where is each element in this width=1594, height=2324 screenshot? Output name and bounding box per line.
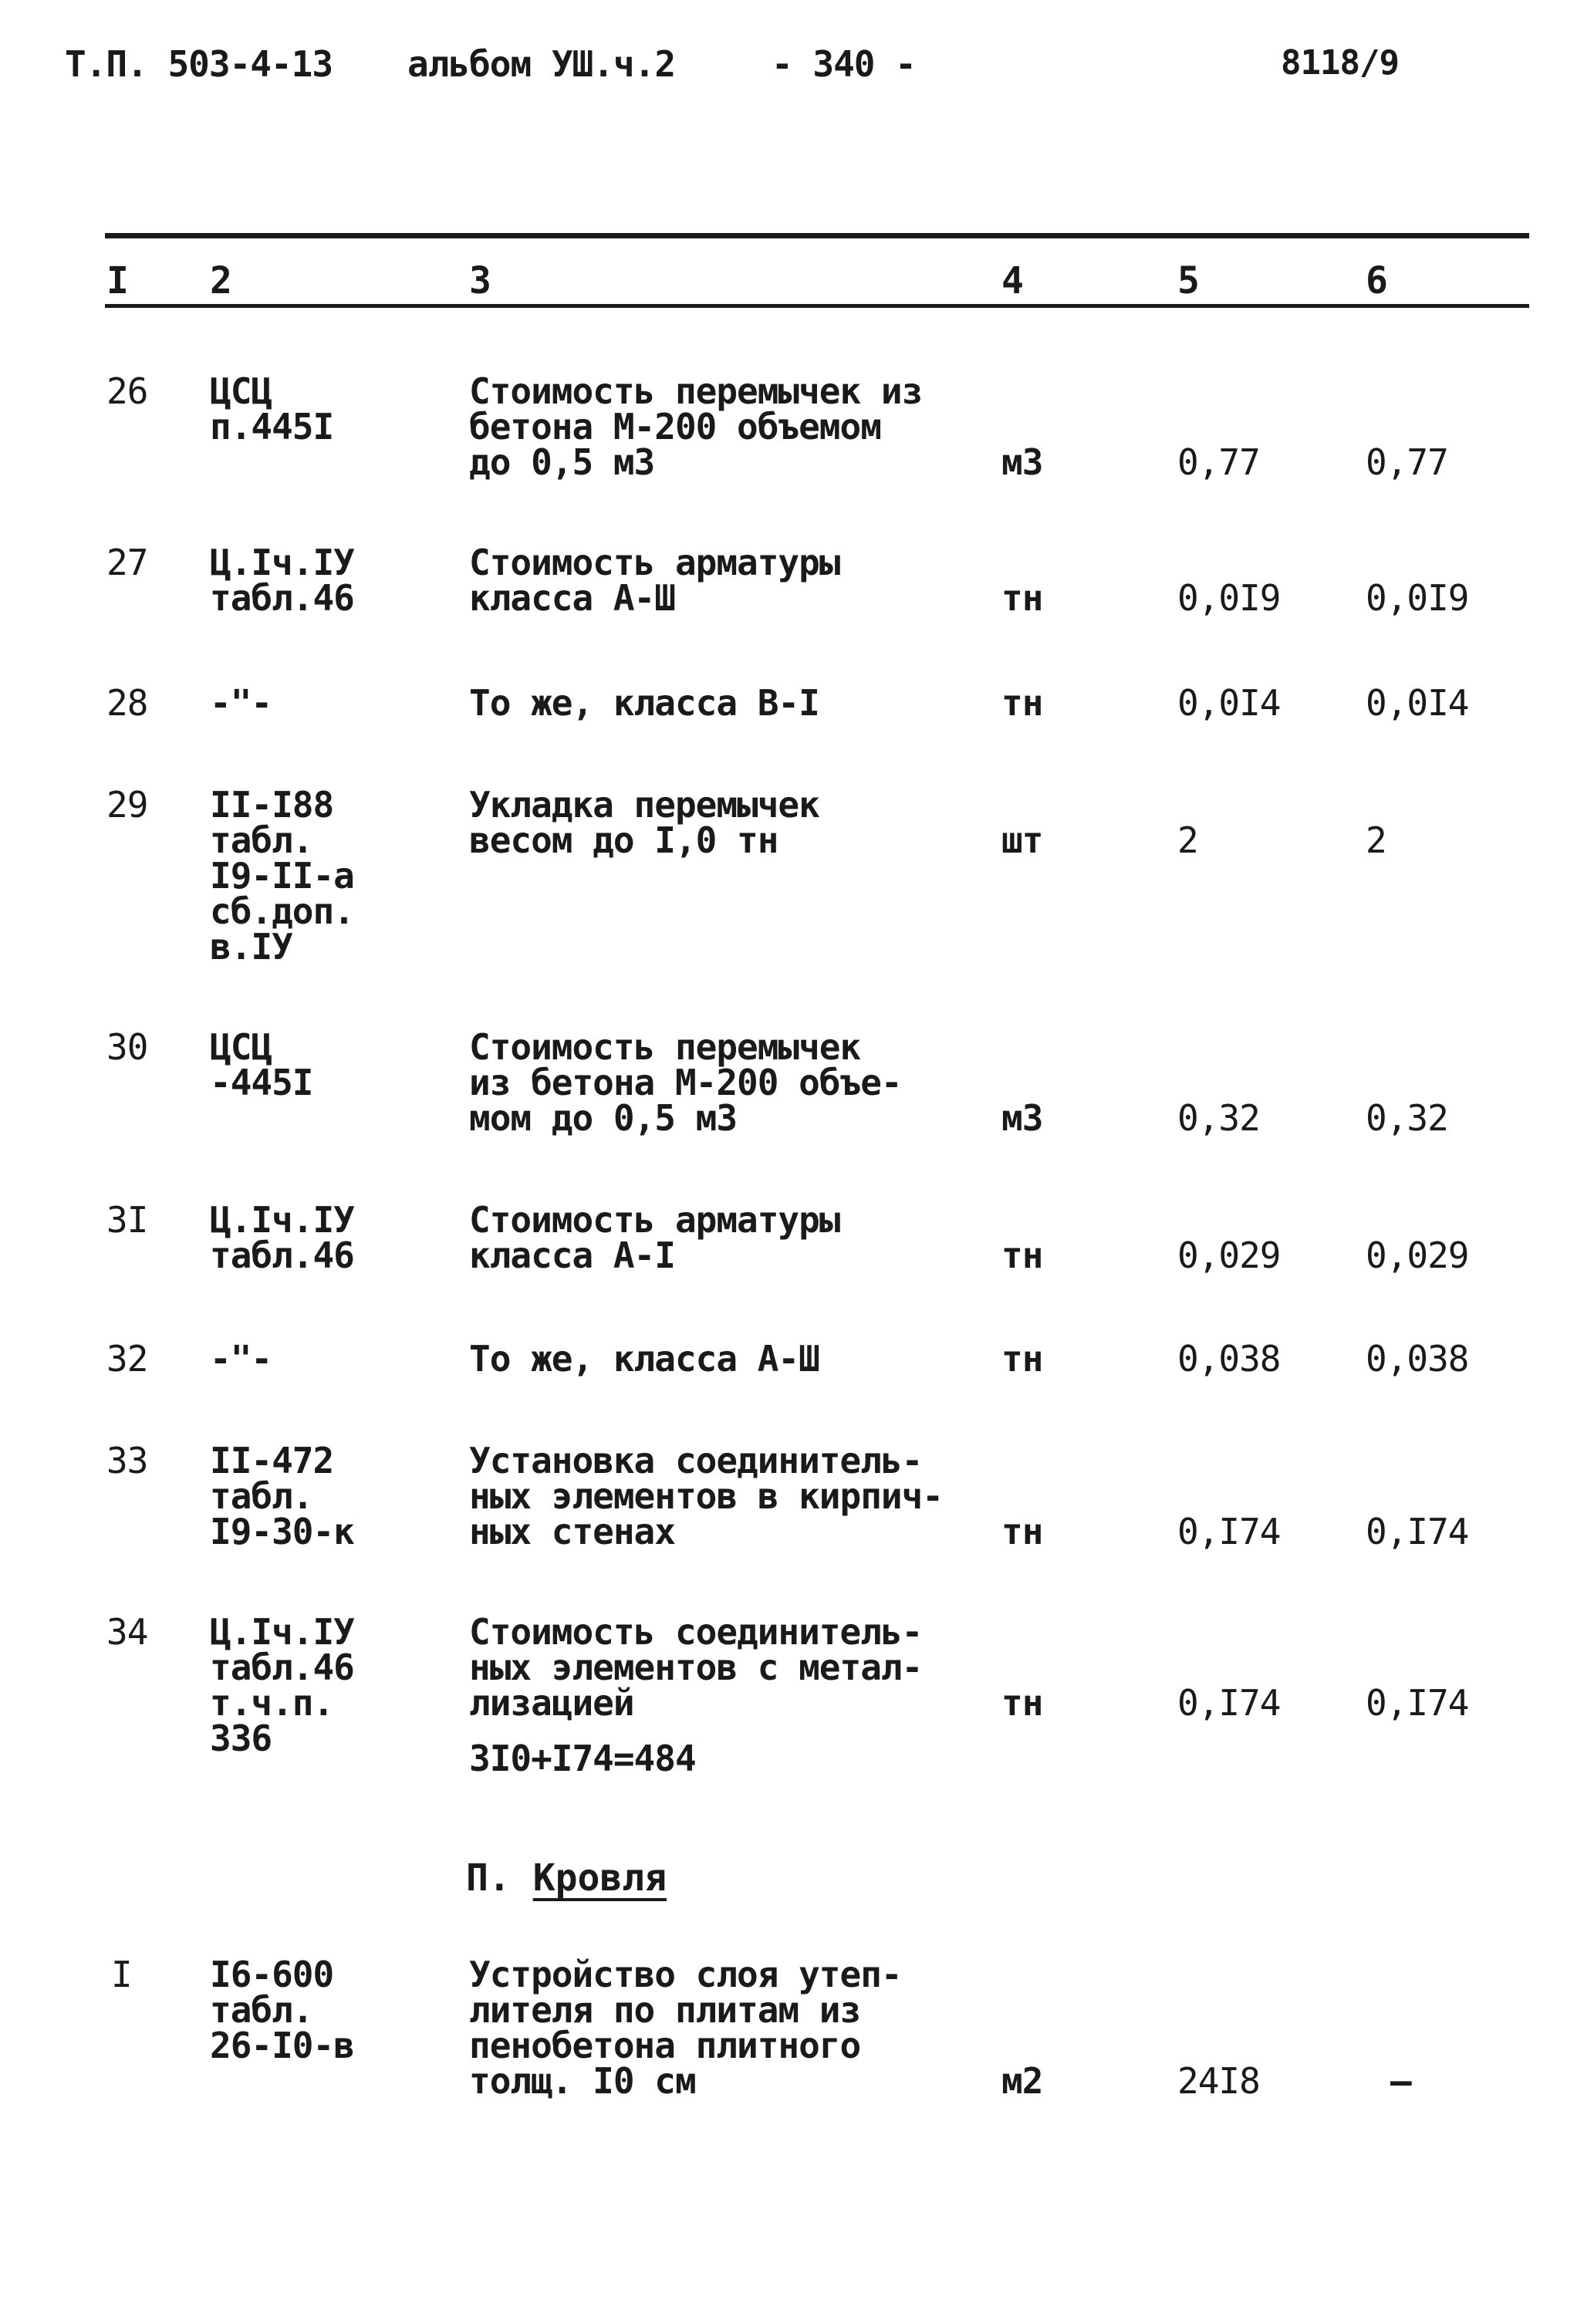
row-description: Стоимость перемычек из бетона М-200 объемом до 0,5 м3 [469,370,923,483]
row-reference: ЦСЦ п.445I [210,370,334,448]
row-total: 0,32 [1366,1097,1448,1139]
row-reference: ЦСЦ -445I [210,1026,313,1103]
row-unit: шт [1001,819,1043,861]
row-number: 33 [106,1440,148,1481]
document-number: 8118/9 [1281,43,1399,83]
row-reference: Ц.Iч.IУ табл.46 [210,542,354,619]
document-code: Т.П. 503-4-13 [65,43,333,85]
row-quantity: 0,I74 [1177,1682,1281,1724]
row-description: Стоимость соединитель- ных элементов с метал- лизацией [469,1611,923,1724]
row-quantity: 0,038 [1177,1338,1281,1380]
column-header-rule [105,304,1529,308]
row-number: 28 [106,682,148,724]
row-description: Стоимость перемычек из бетона М-200 объе- мом до 0,5 м3 [469,1026,902,1139]
subtotal-formula: 3I0+I74=484 [469,1738,696,1779]
section-title: Кровля [532,1856,667,1900]
row-quantity: 2 [1177,819,1198,861]
row-total: 0,038 [1366,1338,1469,1380]
column-header-3: 3 [469,259,491,302]
column-header-2: 2 [210,259,232,302]
row-reference: II-472 табл. I9-30-к [210,1440,354,1552]
row-number: 34 [106,1611,148,1653]
row-number: I [111,1954,132,1995]
row-quantity: 24I8 [1177,2060,1260,2102]
row-reference: -"- [210,682,272,724]
row-total: 0,I74 [1366,1511,1469,1552]
row-description: Установка соединитель- ных элементов в кирпич- ных стенах [469,1440,943,1552]
row-unit: тн [1001,1682,1043,1724]
album-reference: альбом УШ.ч.2 [407,43,676,85]
row-reference: I6-600 табл. 26-I0-в [210,1954,354,2066]
column-header-1: I [106,259,129,302]
row-total: 0,77 [1366,441,1448,483]
row-quantity: 0,32 [1177,1097,1260,1139]
row-description: То же, класса В-I [469,682,819,724]
row-unit: м3 [1001,1097,1043,1139]
row-description: Укладка перемычек весом до I,0 тн [469,784,819,861]
row-total: 0,029 [1366,1235,1469,1276]
row-quantity: 0,0I9 [1177,577,1281,619]
row-description: То же, класса А-Ш [469,1338,819,1380]
row-reference: II-I88 табл. I9-II-а сб.доп. в.IУ [210,784,354,968]
row-number: 32 [106,1338,148,1380]
row-unit: тн [1001,1511,1043,1552]
row-description: Стоимость арматуры класса А-I [469,1199,840,1276]
row-unit: тн [1001,682,1043,724]
row-unit: м2 [1001,2060,1043,2102]
row-total: 0,0I9 [1366,577,1469,619]
row-reference: Ц.Iч.IУ табл.46 [210,1199,354,1276]
row-total: 0,I74 [1366,1682,1469,1724]
row-number: 29 [106,784,148,826]
row-number: 30 [106,1026,148,1068]
row-number: 27 [106,542,148,583]
row-reference: Ц.Iч.IУ табл.46 т.ч.п. 336 [210,1611,354,1759]
row-quantity: 0,I74 [1177,1511,1281,1552]
row-unit: тн [1001,1338,1043,1380]
row-quantity: 0,0I4 [1177,682,1281,724]
row-total: – [1390,2060,1411,2102]
column-header-4: 4 [1001,259,1024,302]
page-number: - 340 - [772,43,916,85]
row-reference: -"- [210,1338,272,1380]
section-prefix: П. [466,1856,511,1900]
row-number: 26 [106,370,148,412]
row-description: Устройство слоя утеп- лителя по плитам из пенобетона плитного толщ. I0 см [469,1954,902,2102]
row-description: Стоимость арматуры класса А-Ш [469,542,840,619]
column-header-6: 6 [1366,259,1388,302]
section-heading [466,1856,667,1900]
row-quantity: 0,029 [1177,1235,1281,1276]
row-unit: тн [1001,577,1043,619]
table-top-rule [105,233,1529,238]
row-unit: тн [1001,1235,1043,1276]
row-number: 3I [106,1199,148,1241]
row-unit: м3 [1001,441,1043,483]
row-total: 0,0I4 [1366,682,1469,724]
row-quantity: 0,77 [1177,441,1260,483]
row-total: 2 [1366,819,1386,861]
column-header-5: 5 [1177,259,1200,302]
